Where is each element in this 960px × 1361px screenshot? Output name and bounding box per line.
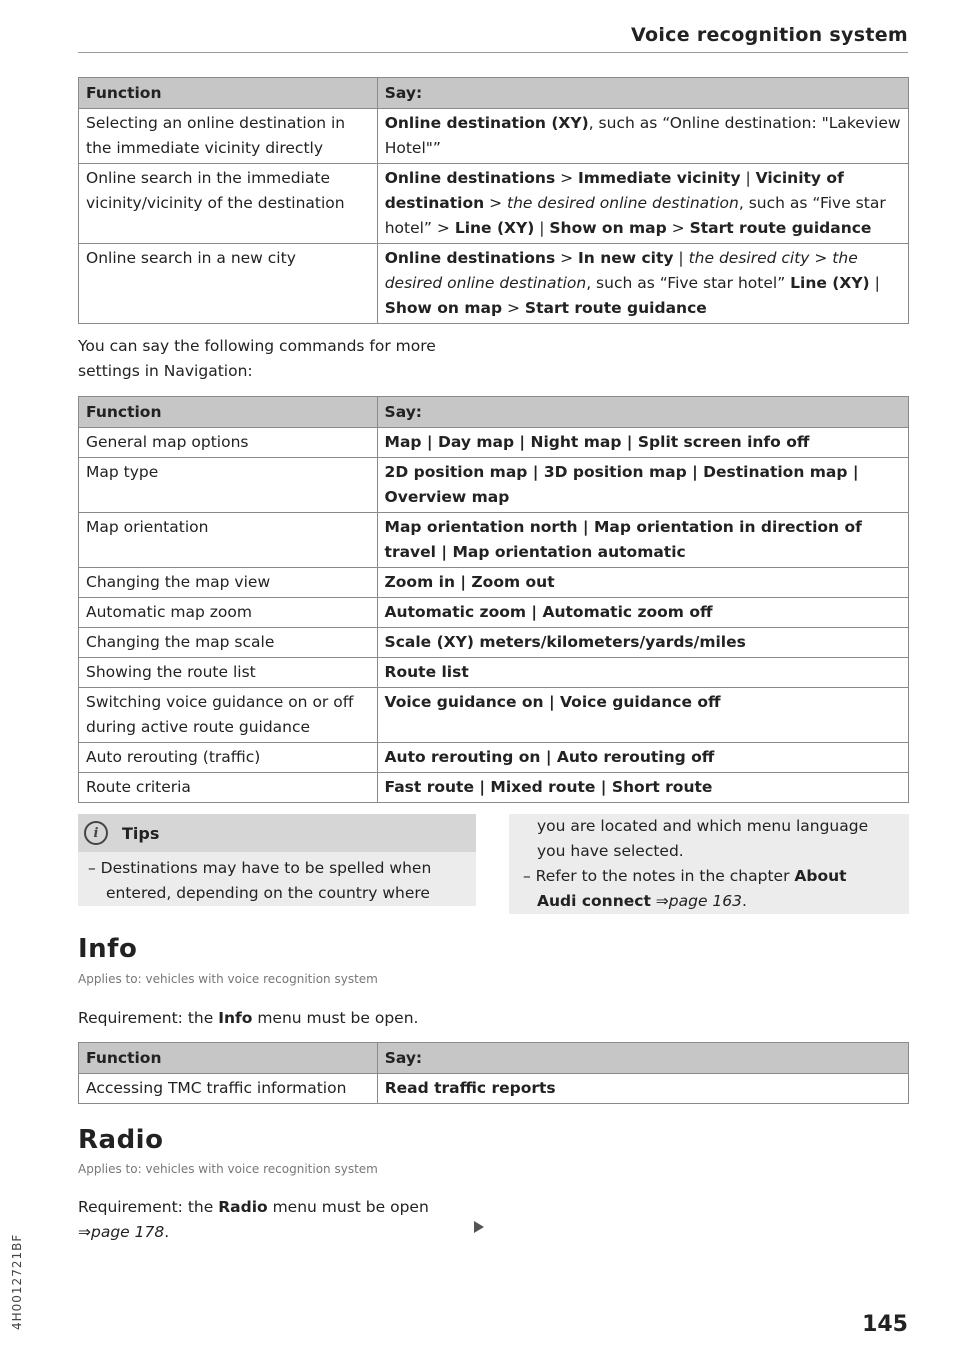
continue-arrow-icon [474,1221,484,1233]
say-cell: Online destinations > Immediate vicinity | Vicinity of destination > the desired online destination, such as “Five star hotel” > Line (XY) | Show on map > Start route guidance [377,164,908,244]
tips-line: you are located and which menu language [537,817,869,835]
say-cell: Scale (XY) meters/kilometers/yards/miles [377,628,908,658]
table-header-row [79,397,909,428]
function-cell: Auto rerouting (traffic) [79,743,378,773]
info-icon: i [84,821,108,845]
tips-line: entered, depending on the country where [106,884,430,902]
table-row [79,164,909,244]
running-header: Voice recognition system [631,24,908,46]
table-header-row [79,1043,909,1074]
function-cell: Map orientation [79,513,378,568]
page-reference-link[interactable]: ⇒page 163 [650,892,742,910]
tips-box [78,814,476,906]
table-row [79,688,909,743]
column-header-function: Function [79,78,378,109]
page-number: 145 [862,1312,908,1337]
info-requirement: Requirement: the Info menu must be open. [78,1009,419,1027]
column-header-say: Say: [377,1043,908,1074]
table-row [79,658,909,688]
navigation-commands-table [78,396,909,803]
table-row [79,458,909,513]
tips-text [78,852,476,906]
table-row [79,428,909,458]
column-header-function: Function [79,397,378,428]
say-cell: Read traffic reports [377,1074,908,1104]
say-cell: Fast route | Mixed route | Short route [377,773,908,803]
function-cell: Showing the route list [79,658,378,688]
tips-header [78,814,476,852]
header-rule [78,52,908,53]
column-header-say: Say: [377,397,908,428]
online-destination-table [78,77,909,324]
column-header-say: Say: [377,78,908,109]
function-cell: Selecting an online destination in the immediate vicinity directly [79,109,378,164]
function-cell: Route criteria [79,773,378,803]
function-cell: Changing the map view [79,568,378,598]
tips-line: Audi connect ⇒page 163. [537,892,747,910]
radio-requirement: Requirement: the Radio menu must be open ⇒page 178. [78,1198,429,1241]
function-cell: Online search in a new city [79,244,378,324]
say-cell: Route list [377,658,908,688]
say-cell: Zoom in | Zoom out [377,568,908,598]
page-reference-link[interactable]: ⇒page 178 [78,1223,165,1241]
table-row [79,773,909,803]
function-cell: Accessing TMC traffic information [79,1074,378,1104]
document-code: 4H0012721BF [10,1233,24,1330]
tips-line: – Refer to the notes in the chapter About [523,867,847,885]
function-cell: Switching voice guidance on or off during active route guidance [79,688,378,743]
function-cell: General map options [79,428,378,458]
tips-box-continued [509,814,909,914]
say-cell: Map orientation north | Map orientation in direction of travel | Map orientation automatic [377,513,908,568]
column-header-function: Function [79,1043,378,1074]
applies-to-note: Applies to: vehicles with voice recognition system [78,1162,378,1176]
function-cell: Map type [79,458,378,513]
table-row [79,568,909,598]
navigation-intro-text: You can say the following commands for more settings in Navigation: [78,337,436,380]
say-cell: Map | Day map | Night map | Split screen info off [377,428,908,458]
tips-line: you have selected. [537,842,684,860]
table-row [79,244,909,324]
section-heading-info: Info [78,934,138,964]
tips-line: – Destinations may have to be spelled when [88,859,432,877]
table-header-row [79,78,909,109]
function-cell: Changing the map scale [79,628,378,658]
function-cell: Online search in the immediate vicinity/vicinity of the destination [79,164,378,244]
table-row [79,743,909,773]
applies-to-note: Applies to: vehicles with voice recognition system [78,972,378,986]
function-cell: Automatic map zoom [79,598,378,628]
table-row [79,109,909,164]
table-row [79,513,909,568]
say-cell: Online destination (XY), such as “Online destination: "Lakeview Hotel"” [377,109,908,164]
say-cell: Automatic zoom | Automatic zoom off [377,598,908,628]
say-cell: Auto rerouting on | Auto rerouting off [377,743,908,773]
info-commands-table [78,1042,909,1104]
say-cell: 2D position map | 3D position map | Destination map | Overview map [377,458,908,513]
tips-label: Tips [122,823,160,843]
section-heading-radio: Radio [78,1125,164,1155]
table-row [79,598,909,628]
table-row [79,1074,909,1104]
say-cell: Online destinations > In new city | the desired city > the desired online destination, such as “Five star hotel” Line (XY) | Show on map > Start route guidance [377,244,908,324]
table-row [79,628,909,658]
say-cell: Voice guidance on | Voice guidance off [377,688,908,743]
